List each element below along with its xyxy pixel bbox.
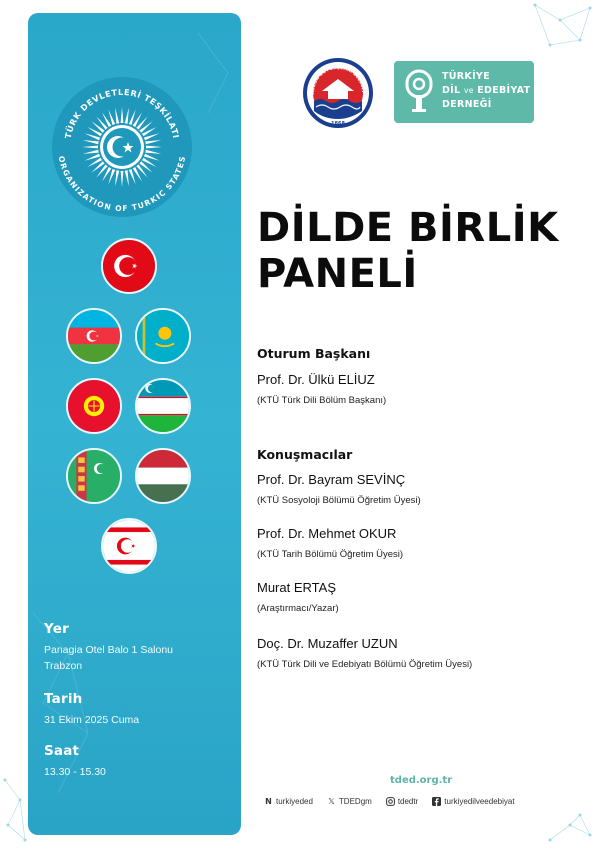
hungary-flag (135, 448, 191, 504)
network-decoration-top-right (480, 0, 600, 60)
social-handle: TDEDgm (338, 797, 372, 806)
website-link[interactable]: tded.org.tr (390, 775, 453, 786)
time-value: 13.30 - 15.30 (44, 766, 106, 778)
municipality-logo-text: ABZON BÜYÜKŞEHİR BELEDİY (310, 65, 366, 95)
social-handle: turkiyeded (276, 797, 313, 806)
chair-person (257, 372, 386, 407)
social-handle: turkiyedilveedebiyat (444, 797, 515, 806)
speaker-name: Prof. Dr. Bayram SEVİNÇ (257, 472, 406, 487)
social-instagram[interactable] (386, 797, 418, 806)
speaker-role: (KTÜ Tarih Bölümü Öğretim Üyesi) (257, 549, 404, 560)
venue-line1: Panagia Otel Balo 1 Salonu (44, 644, 174, 656)
venue-block (44, 621, 173, 674)
speaker-name: Prof. Dr. Mehmet OKUR (257, 526, 397, 541)
organization-of-turkic-states-logo (48, 73, 196, 221)
azerbaijan-flag (66, 308, 122, 364)
speaker-role: (KTÜ Sosyoloji Bölümü Öğretim Üyesi) (257, 495, 421, 506)
social-nsosyal[interactable] (264, 797, 313, 806)
kyrgyzstan-flag (66, 378, 122, 434)
speakers-heading: Konuşmacılar (257, 447, 353, 462)
chair-name: Prof. Dr. Ülkü ELİUZ (257, 372, 375, 387)
tded-line1: TÜRKİYE (442, 71, 490, 82)
event-title (257, 205, 559, 297)
kazakhstan-flag (135, 308, 191, 364)
speaker-role: (Araştırmacı/Yazar) (257, 603, 339, 614)
speaker-item (257, 580, 339, 615)
turkish-language-literature-association-logo (394, 61, 534, 123)
social-x[interactable] (327, 797, 372, 806)
date-block (44, 691, 139, 728)
uzbekistan-flag (135, 378, 191, 434)
org-logo-top-text: TÜRK DEVLETLERİ TEŞKİLATI (62, 86, 182, 140)
tded-line2b: ve (463, 86, 474, 95)
event-title-line2: PANELİ (257, 251, 418, 297)
event-title-line1: DİLDE BİRLİK (257, 205, 559, 251)
turkmenistan-flag (66, 448, 122, 504)
speaker-item (257, 472, 421, 507)
org-logo-bottom-text: ORGANIZATION OF TURKIC STATES (56, 155, 188, 214)
tded-line2a: DİL (442, 85, 461, 96)
social-facebook[interactable] (432, 797, 514, 806)
date-value: 31 Ekim 2025 Cuma (44, 714, 140, 726)
tded-line2c: EDEBİYAT (477, 85, 531, 96)
speaker-name: Murat ERTAŞ (257, 580, 336, 595)
tded-line3: DERNEĞİ (442, 99, 492, 110)
speaker-item (257, 636, 472, 671)
time-block (44, 743, 106, 780)
chair-heading: Oturum Başkanı (257, 346, 371, 361)
x-icon: 𝕏 (328, 797, 335, 806)
venue-heading: Yer (44, 621, 69, 637)
social-handle: tdedtr (397, 797, 419, 806)
trabzon-municipality-logo (302, 57, 374, 129)
time-heading: Saat (44, 743, 80, 759)
speaker-role: (KTÜ Türk Dili ve Edebiyatı Bölümü Öğretim Üyesi) (257, 659, 473, 670)
chair-role: (KTÜ Türk Dili Bölüm Başkanı) (257, 395, 387, 406)
municipality-logo-year: 1868 (331, 121, 345, 127)
speaker-name: Doç. Dr. Muzaffer UZUN (257, 636, 398, 651)
speaker-item (257, 526, 403, 561)
venue-line2: Trabzon (44, 660, 83, 672)
instagram-icon (386, 797, 395, 806)
nsosyal-icon: N (265, 797, 272, 806)
network-decoration-bottom-right (540, 810, 600, 848)
date-heading: Tarih (44, 691, 83, 707)
facebook-icon (432, 797, 441, 806)
tded-emblem-icon (404, 69, 434, 115)
northern-cyprus-flag (101, 518, 157, 574)
turkey-flag (101, 238, 157, 294)
social-links (264, 797, 529, 806)
left-info-panel (28, 13, 241, 835)
